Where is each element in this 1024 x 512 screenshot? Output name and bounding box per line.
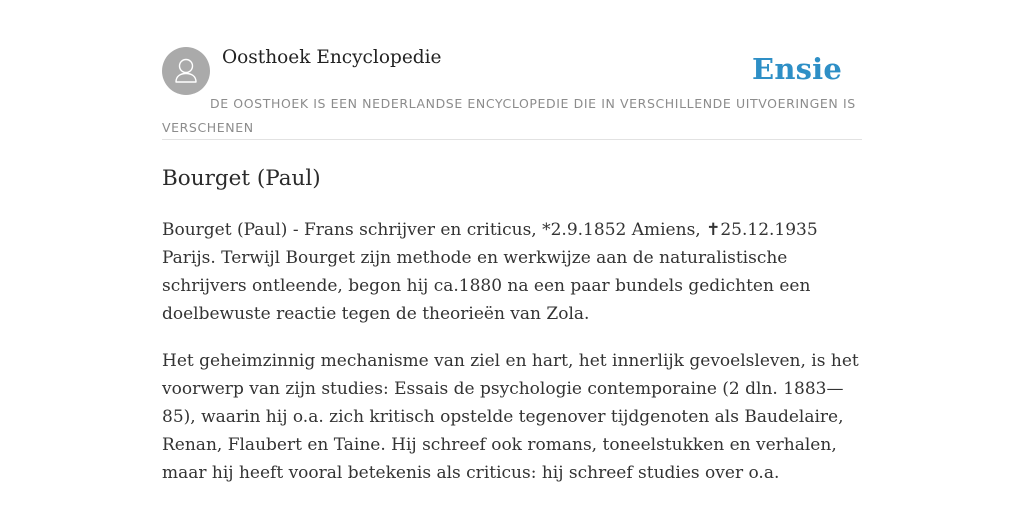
user-icon	[162, 47, 210, 95]
source-avatar[interactable]	[162, 47, 210, 95]
article-body	[162, 216, 862, 506]
source-header	[162, 46, 862, 140]
article-paragraph: Bourget (Paul) - Frans schrijver en criticus, *2.9.1852 Amiens, ✝25.12.1935 Parijs. Terwijl Bourget zijn methode en werkwijze aan de naturalistische schrijvers ontleende, begon hij ca.1880 na een paar bundels gedichten een doelbewuste reactie tegen de theorieën van Zola.	[162, 220, 818, 324]
source-description: DE OOSTHOEK IS EEN NEDERLANDSE ENCYCLOPEDIE DIE IN VERSCHILLENDE UITVOERINGEN IS VERSCHENEN	[162, 96, 856, 135]
ensie-logo[interactable]: Ensie	[752, 52, 842, 86]
source-name[interactable]: Oosthoek Encyclopedie	[222, 47, 442, 68]
article-title: Bourget (Paul)	[162, 166, 321, 191]
article-paragraph: Het geheimzinnig mechanisme van ziel en hart, het innerlijk gevoelsleven, is het voorwerp van zijn studies: Essais de psychologie contemporaine (2 dln. 1883—85), waarin hij o.a. zich kritisch opstelde tegenover tijdgenoten als Baudelaire, Renan, Flaubert en Taine. Hij schreef ook romans, toneelstukken en verhalen, maar hij heeft vooral betekenis als criticus: hij schreef studies over o.a.	[162, 351, 859, 483]
